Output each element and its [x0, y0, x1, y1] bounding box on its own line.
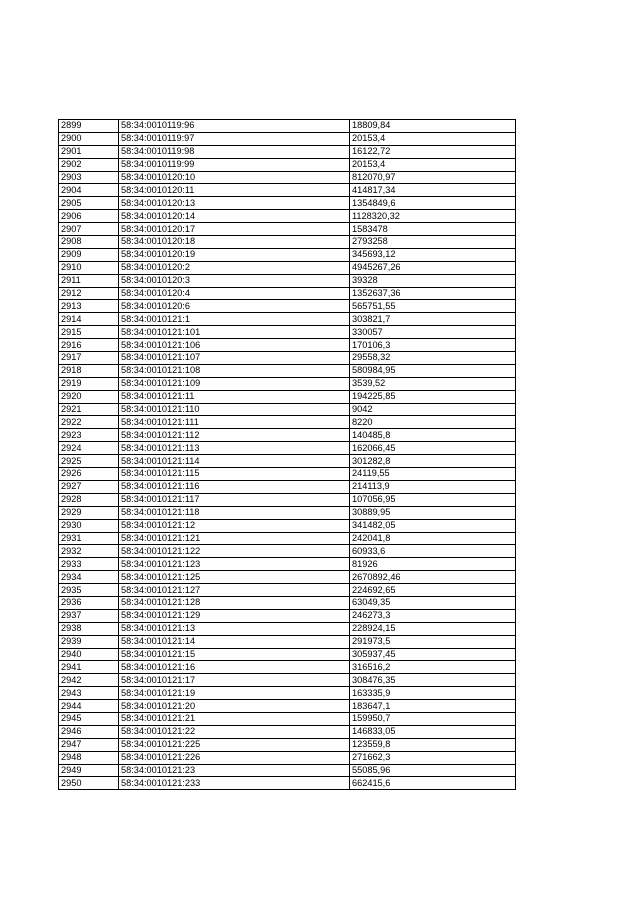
table-row	[59, 364, 516, 377]
table-row	[59, 274, 516, 287]
value-cell: 55085,96	[350, 764, 516, 777]
value-cell: 271662,3	[350, 751, 516, 764]
table-row	[59, 648, 516, 661]
value-cell: 330057	[350, 326, 516, 339]
row-number-cell: 2920	[59, 390, 119, 403]
row-number-cell: 2926	[59, 468, 119, 481]
cadastral-number-cell: 58:34:0010120:11	[119, 184, 350, 197]
row-number-cell: 2932	[59, 545, 119, 558]
table-row	[59, 700, 516, 713]
row-number-cell: 2946	[59, 725, 119, 738]
value-cell: 214113,9	[350, 480, 516, 493]
value-cell: 170106,3	[350, 339, 516, 352]
cadastral-number-cell: 58:34:0010121:125	[119, 571, 350, 584]
table-row	[59, 738, 516, 751]
row-number-cell: 2940	[59, 648, 119, 661]
row-number-cell: 2934	[59, 571, 119, 584]
row-number-cell: 2918	[59, 364, 119, 377]
table-row	[59, 558, 516, 571]
row-number-cell: 2950	[59, 777, 119, 790]
value-cell: 146833,05	[350, 725, 516, 738]
value-cell: 81926	[350, 558, 516, 571]
table-row	[59, 145, 516, 158]
cadastral-number-cell: 58:34:0010120:4	[119, 287, 350, 300]
row-number-cell: 2899	[59, 120, 119, 133]
cadastral-number-cell: 58:34:0010121:112	[119, 429, 350, 442]
row-number-cell: 2927	[59, 480, 119, 493]
table-row	[59, 532, 516, 545]
value-cell: 291973,5	[350, 635, 516, 648]
cadastral-number-cell: 58:34:0010121:118	[119, 506, 350, 519]
table-row	[59, 403, 516, 416]
table-row	[59, 674, 516, 687]
value-cell: 812070,97	[350, 171, 516, 184]
value-cell: 1128320,32	[350, 210, 516, 223]
value-cell: 303821,7	[350, 313, 516, 326]
row-number-cell: 2931	[59, 532, 119, 545]
row-number-cell: 2907	[59, 223, 119, 236]
cadastral-number-cell: 58:34:0010121:22	[119, 725, 350, 738]
cadastral-number-cell: 58:34:0010119:96	[119, 120, 350, 133]
data-table-body	[59, 120, 516, 790]
row-number-cell: 2908	[59, 236, 119, 249]
table-row	[59, 712, 516, 725]
cadastral-number-cell: 58:34:0010121:12	[119, 519, 350, 532]
cadastral-number-cell: 58:34:0010121:21	[119, 712, 350, 725]
value-cell: 305937,45	[350, 648, 516, 661]
table-row	[59, 493, 516, 506]
cadastral-number-cell: 58:34:0010121:23	[119, 764, 350, 777]
cadastral-number-cell: 58:34:0010121:13	[119, 622, 350, 635]
value-cell: 60933,6	[350, 545, 516, 558]
table-row	[59, 661, 516, 674]
table-row	[59, 390, 516, 403]
value-cell: 1583478	[350, 223, 516, 236]
table-row	[59, 210, 516, 223]
cadastral-number-cell: 58:34:0010121:233	[119, 777, 350, 790]
value-cell: 3539,52	[350, 377, 516, 390]
value-cell: 565751,55	[350, 300, 516, 313]
table-row	[59, 352, 516, 365]
table-row	[59, 287, 516, 300]
value-cell: 140485,8	[350, 429, 516, 442]
cadastral-number-cell: 58:34:0010120:10	[119, 171, 350, 184]
table-row	[59, 545, 516, 558]
table-row	[59, 158, 516, 171]
value-cell: 8220	[350, 416, 516, 429]
row-number-cell: 2905	[59, 197, 119, 210]
row-number-cell: 2906	[59, 210, 119, 223]
row-number-cell: 2925	[59, 455, 119, 468]
table-row	[59, 248, 516, 261]
value-cell: 316516,2	[350, 661, 516, 674]
table-row	[59, 506, 516, 519]
table-row	[59, 429, 516, 442]
cadastral-number-cell: 58:34:0010121:107	[119, 352, 350, 365]
cadastral-number-cell: 58:34:0010120:19	[119, 248, 350, 261]
row-number-cell: 2933	[59, 558, 119, 571]
row-number-cell: 2901	[59, 145, 119, 158]
table-row	[59, 519, 516, 532]
table-row	[59, 197, 516, 210]
cadastral-number-cell: 58:34:0010121:20	[119, 700, 350, 713]
value-cell: 16122,72	[350, 145, 516, 158]
value-cell: 580984,95	[350, 364, 516, 377]
table-row	[59, 764, 516, 777]
row-number-cell: 2916	[59, 339, 119, 352]
table-row	[59, 416, 516, 429]
row-number-cell: 2939	[59, 635, 119, 648]
cadastral-number-cell: 58:34:0010121:225	[119, 738, 350, 751]
table-row	[59, 596, 516, 609]
row-number-cell: 2936	[59, 596, 119, 609]
row-number-cell: 2921	[59, 403, 119, 416]
cadastral-number-cell: 58:34:0010119:98	[119, 145, 350, 158]
row-number-cell: 2923	[59, 429, 119, 442]
row-number-cell: 2900	[59, 132, 119, 145]
value-cell: 1352637,36	[350, 287, 516, 300]
cadastral-number-cell: 58:34:0010121:108	[119, 364, 350, 377]
cadastral-number-cell: 58:34:0010121:14	[119, 635, 350, 648]
value-cell: 20153,4	[350, 158, 516, 171]
row-number-cell: 2902	[59, 158, 119, 171]
value-cell: 2670892,46	[350, 571, 516, 584]
row-number-cell: 2922	[59, 416, 119, 429]
value-cell: 30889,95	[350, 506, 516, 519]
table-row	[59, 132, 516, 145]
table-row	[59, 571, 516, 584]
value-cell: 242041,8	[350, 532, 516, 545]
row-number-cell: 2937	[59, 609, 119, 622]
cadastral-number-cell: 58:34:0010121:106	[119, 339, 350, 352]
row-number-cell: 2938	[59, 622, 119, 635]
cadastral-number-cell: 58:34:0010121:16	[119, 661, 350, 674]
cadastral-number-cell: 58:34:0010121:115	[119, 468, 350, 481]
value-cell: 29558,32	[350, 352, 516, 365]
value-cell: 183647,1	[350, 700, 516, 713]
row-number-cell: 2919	[59, 377, 119, 390]
value-cell: 63049,35	[350, 596, 516, 609]
table-row	[59, 777, 516, 790]
value-cell: 194225,85	[350, 390, 516, 403]
row-number-cell: 2909	[59, 248, 119, 261]
value-cell: 107056,95	[350, 493, 516, 506]
cadastral-number-cell: 58:34:0010121:111	[119, 416, 350, 429]
value-cell: 662415,6	[350, 777, 516, 790]
value-cell: 228924,15	[350, 622, 516, 635]
row-number-cell: 2943	[59, 687, 119, 700]
cadastral-number-cell: 58:34:0010121:1	[119, 313, 350, 326]
row-number-cell: 2914	[59, 313, 119, 326]
cadastral-number-cell: 58:34:0010120:13	[119, 197, 350, 210]
cadastral-number-cell: 58:34:0010121:121	[119, 532, 350, 545]
cadastral-number-cell: 58:34:0010121:11	[119, 390, 350, 403]
row-number-cell: 2947	[59, 738, 119, 751]
table-row	[59, 236, 516, 249]
row-number-cell: 2945	[59, 712, 119, 725]
table-row	[59, 635, 516, 648]
table-row	[59, 751, 516, 764]
value-cell: 341482,05	[350, 519, 516, 532]
cadastral-number-cell: 58:34:0010121:129	[119, 609, 350, 622]
row-number-cell: 2924	[59, 442, 119, 455]
value-cell: 163335,9	[350, 687, 516, 700]
cadastral-number-cell: 58:34:0010119:97	[119, 132, 350, 145]
value-cell: 18809,84	[350, 120, 516, 133]
value-cell: 246273,3	[350, 609, 516, 622]
row-number-cell: 2910	[59, 261, 119, 274]
cadastral-number-cell: 58:34:0010120:18	[119, 236, 350, 249]
table-row	[59, 468, 516, 481]
table-row	[59, 223, 516, 236]
row-number-cell: 2944	[59, 700, 119, 713]
row-number-cell: 2917	[59, 352, 119, 365]
table-row	[59, 339, 516, 352]
row-number-cell: 2911	[59, 274, 119, 287]
row-number-cell: 2929	[59, 506, 119, 519]
cadastral-number-cell: 58:34:0010121:127	[119, 584, 350, 597]
cadastral-number-cell: 58:34:0010121:19	[119, 687, 350, 700]
cadastral-number-cell: 58:34:0010121:109	[119, 377, 350, 390]
value-cell: 123559,8	[350, 738, 516, 751]
table-row	[59, 725, 516, 738]
row-number-cell: 2941	[59, 661, 119, 674]
data-table	[58, 119, 516, 790]
table-row	[59, 480, 516, 493]
cadastral-number-cell: 58:34:0010120:2	[119, 261, 350, 274]
cadastral-number-cell: 58:34:0010119:99	[119, 158, 350, 171]
value-cell: 20153,4	[350, 132, 516, 145]
row-number-cell: 2935	[59, 584, 119, 597]
table-row	[59, 442, 516, 455]
cadastral-number-cell: 58:34:0010121:17	[119, 674, 350, 687]
table-row	[59, 261, 516, 274]
row-number-cell: 2930	[59, 519, 119, 532]
row-number-cell: 2912	[59, 287, 119, 300]
cadastral-number-cell: 58:34:0010120:6	[119, 300, 350, 313]
value-cell: 39328	[350, 274, 516, 287]
table-row	[59, 300, 516, 313]
row-number-cell: 2928	[59, 493, 119, 506]
cadastral-number-cell: 58:34:0010120:17	[119, 223, 350, 236]
value-cell: 162066,45	[350, 442, 516, 455]
cadastral-number-cell: 58:34:0010121:123	[119, 558, 350, 571]
cadastral-number-cell: 58:34:0010121:110	[119, 403, 350, 416]
value-cell: 9042	[350, 403, 516, 416]
cadastral-number-cell: 58:34:0010121:101	[119, 326, 350, 339]
row-number-cell: 2915	[59, 326, 119, 339]
cadastral-number-cell: 58:34:0010121:128	[119, 596, 350, 609]
table-row	[59, 622, 516, 635]
value-cell: 345693,12	[350, 248, 516, 261]
value-cell: 24119,55	[350, 468, 516, 481]
value-cell: 414817,34	[350, 184, 516, 197]
row-number-cell: 2904	[59, 184, 119, 197]
table-row	[59, 455, 516, 468]
table-row	[59, 120, 516, 133]
value-cell: 308476,35	[350, 674, 516, 687]
cadastral-number-cell: 58:34:0010121:114	[119, 455, 350, 468]
value-cell: 1354849,6	[350, 197, 516, 210]
table-row	[59, 609, 516, 622]
row-number-cell: 2949	[59, 764, 119, 777]
cadastral-number-cell: 58:34:0010121:116	[119, 480, 350, 493]
row-number-cell: 2942	[59, 674, 119, 687]
value-cell: 301282,8	[350, 455, 516, 468]
cadastral-number-cell: 58:34:0010121:117	[119, 493, 350, 506]
value-cell: 4945267,26	[350, 261, 516, 274]
cadastral-number-cell: 58:34:0010121:122	[119, 545, 350, 558]
table-row	[59, 584, 516, 597]
table-row	[59, 687, 516, 700]
value-cell: 224692,65	[350, 584, 516, 597]
value-cell: 2793258	[350, 236, 516, 249]
cadastral-number-cell: 58:34:0010120:14	[119, 210, 350, 223]
cadastral-number-cell: 58:34:0010121:226	[119, 751, 350, 764]
table-row	[59, 184, 516, 197]
table-row	[59, 171, 516, 184]
row-number-cell: 2948	[59, 751, 119, 764]
table-row	[59, 313, 516, 326]
cadastral-number-cell: 58:34:0010121:113	[119, 442, 350, 455]
row-number-cell: 2903	[59, 171, 119, 184]
table-row	[59, 326, 516, 339]
row-number-cell: 2913	[59, 300, 119, 313]
cadastral-number-cell: 58:34:0010121:15	[119, 648, 350, 661]
cadastral-number-cell: 58:34:0010120:3	[119, 274, 350, 287]
table-row	[59, 377, 516, 390]
value-cell: 159950,7	[350, 712, 516, 725]
